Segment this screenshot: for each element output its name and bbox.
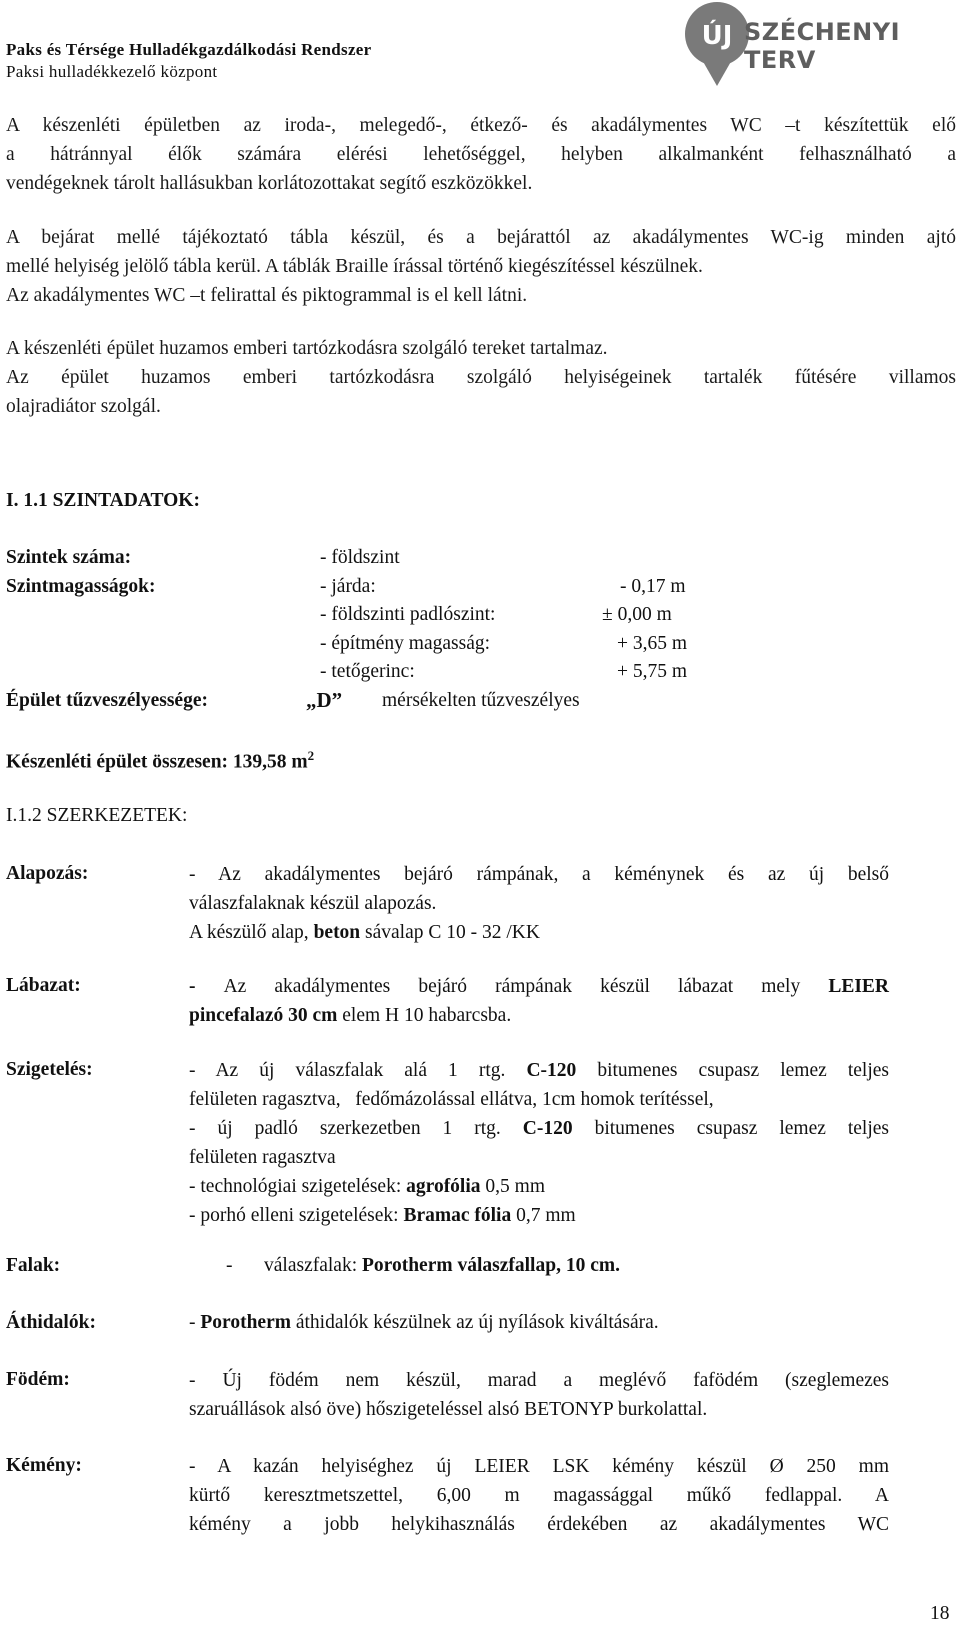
kemeny-label: Kémény: [6,1455,82,1476]
text-line [189,1001,889,1030]
text-line: A bejárat mellé tájékoztató tábla készül, és a bejárattól az akadálymentes WC-ig minden ajtó [6,227,956,248]
text-line: - Az akadálymentes bejáró rámpának, a kéménynek és az új belső [189,864,889,885]
text-run-bold: C-120 [522,1118,573,1139]
heights-label: Szintmagasságok: [6,576,156,597]
logo-text: SZÉCHENYI TERV [744,18,901,74]
text-run: A készülő alap, [189,922,314,943]
total-area-superscript: 2 [307,748,315,763]
text-line: szaruállások alsó öve) hőszigeteléssel alsó BETONYP burkolattal. [189,1399,708,1420]
height-row-name: - járda: [320,576,376,597]
height-row-name: - építmény magasság: [320,633,491,654]
text-line: olajradiátor szolgál. [6,396,161,417]
total-area-text: Készenléti épület összesen: 139,58 m [6,751,308,773]
falak-text [264,1255,620,1277]
fodem-label: Födém: [6,1369,70,1390]
labazat-text [189,972,889,1030]
height-row-name: - tetőgerinc: [320,661,415,682]
text-line: válaszfalaknak készül alapozás. [189,893,437,914]
text-run-bold: beton [313,922,361,943]
text-run-bold: Porotherm [200,1312,291,1333]
szigeteles-label: Szigetelés: [6,1059,93,1080]
height-row-value: - 0,17 m [620,576,686,597]
section-heading-szerkezetek: I.1.2 SZERKEZETEK: [6,805,188,826]
height-row-value: + 5,75 m [617,661,688,682]
text-run: - technológiai szigetelések: [189,1176,407,1197]
text-run: válaszfalak: [264,1255,362,1276]
falak-label: Falak: [6,1255,61,1276]
text-run-bold: pincefalazó 30 cm [189,1005,338,1026]
fodem-text [189,1366,889,1424]
text-line [189,1172,889,1201]
alapozas-text [189,860,889,947]
text-run: áthidalók készülnek az új nyílások kiváltására. [290,1312,659,1333]
text-line: kürtő keresztmetszettel, 6,00 m magassággal műkő fedlappal. A [189,1485,889,1506]
alapozas-label: Alapozás: [6,863,89,884]
text-line: vendégeknek tárolt hallásukban korlátozottakat segítő eszközökkel. [6,173,533,194]
text-line: A készenléti épület huzamos emberi tartózkodásra szolgáló tereket tartalmaz. [6,338,608,359]
text-run: - új padló szerkezetben 1 rtg. [189,1118,523,1139]
labazat-label: Lábazat: [6,975,81,996]
text-run-bold: agrofólia [406,1176,481,1197]
text-run: - [189,1312,201,1333]
fire-hazard-class: „D” [306,688,343,712]
text-line: A készenléti épületben az iroda-, melegedő-, étkező- és akadálymentes WC –t készítettük elő [6,115,956,136]
text-line [189,918,889,947]
text-line [189,972,889,1001]
text-run: - porhó elleni szigetelések: [189,1205,404,1226]
intro-paragraph-1 [6,111,956,198]
athidalok-label: Áthidalók: [6,1312,96,1333]
text-run: bitumenes csupasz lemez teljes [576,1060,889,1081]
text-line [189,1114,889,1143]
text-line [189,1201,889,1230]
height-row-value: ± 0,00 m [602,604,672,625]
text-line: - Új födém nem készül, marad a meglévő fafödém (szeglemezes [189,1370,889,1391]
text-run: Az akadálymentes bejáró rámpának készül lábazat mely [223,976,829,997]
text-run-bold: LEIER [828,976,890,997]
text-run-bold: Porotherm válaszfallap, 10 cm. [362,1255,620,1276]
text-run: bitumenes csupasz lemez teljes [572,1118,890,1139]
text-run-bold: Bramac fólia [403,1205,512,1226]
logo-badge-text: ÚJ [701,21,733,51]
kemeny-text [189,1452,889,1539]
height-row-value: + 3,65 m [617,633,688,654]
text-line: Az akadálymentes WC –t felirattal és piktogrammal is el kell látni. [6,285,528,306]
text-line: mellé helyiség jelölő tábla kerül. A táblák Braille írással történő kiegészítéssel készülnek. [6,256,703,277]
page-number: 18 [930,1603,950,1624]
text-run: - Az új válaszfalak alá 1 rtg. [189,1060,527,1081]
text-line: felületen ragasztva [189,1147,336,1168]
text-line: kémény a jobb helykihasználás érdekében az akadálymentes WC [189,1514,889,1535]
levels-label: Szintek száma: [6,547,132,568]
header-subtitle: Paksi hulladékkezelő központ [6,62,218,81]
levels-value: - földszint [320,547,400,568]
text-line: Az épület huzamos emberi tartózkodásra szolgáló helyiségeinek tartalék fűtésére villamos [6,367,956,388]
text-line: - A kazán helyiséghez új LEIER LSK kémény készül Ø 250 mm [189,1456,889,1477]
falak-dash: - [226,1255,233,1276]
text-run: 0,7 mm [511,1205,576,1226]
athidalok-text [189,1312,659,1334]
szigeteles-text [189,1056,889,1230]
intro-paragraph-2 [6,223,956,310]
text-line: felületen ragasztva, fedőmázolással ellátva, 1cm homok terítéssel, [189,1089,714,1110]
height-row-name: - földszinti padlószint: [320,604,496,625]
text-run: elem H 10 habarcsba. [337,1005,512,1026]
header-title: Paks és Térsége Hulladékgazdálkodási Rendszer [6,40,372,59]
section-heading-szintadatok: I. 1.1 SZINTADATOK: [6,490,200,511]
text-run: 0,5 mm [480,1176,545,1197]
total-area [6,748,314,774]
text-run: sávalap C 10 - 32 /KK [360,922,540,943]
fire-hazard-label: Épület tűzveszélyessége: [6,690,208,711]
text-line [189,1056,889,1085]
text-run-bold: - [189,976,224,997]
fire-hazard-description: mérsékelten tűzveszélyes [382,690,580,711]
text-line: a hátránnyal élők számára elérési lehetőséggel, helyben alkalmanként felhasználható a [6,144,956,165]
text-run-bold: C-120 [526,1060,577,1081]
intro-paragraph-3 [6,334,956,421]
